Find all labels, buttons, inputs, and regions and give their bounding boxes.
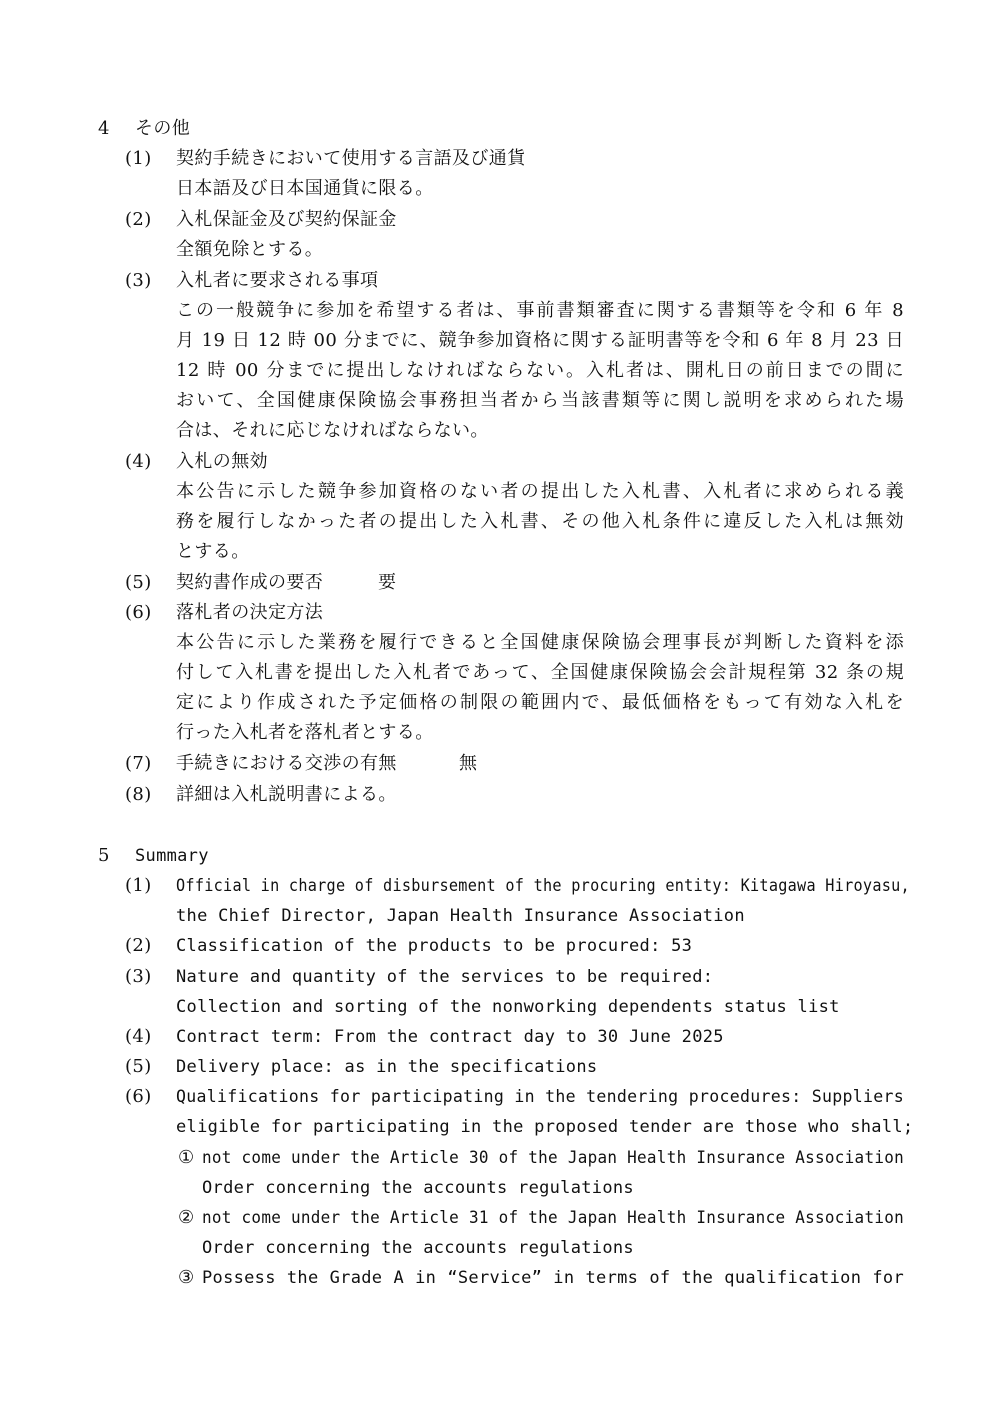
item-number: (2)	[125, 935, 152, 956]
section-5-number: 5	[98, 845, 110, 866]
item-number: (7)	[125, 753, 152, 774]
item-body-line: 月 19 日 12 時 00 分までに、競争参加資格に関する証明書等を令和 6 年 8 月 23 日	[176, 330, 904, 351]
item-title: 入札保証金及び契約保証金	[176, 209, 397, 230]
item-body-line: 行った入札者を落札者とする。	[176, 722, 434, 743]
item-title: 契約手続きにおいて使用する言語及び通貨	[176, 148, 526, 169]
item-title: 落札者の決定方法	[176, 602, 324, 623]
section-5-heading: Summary	[135, 846, 209, 866]
section-4-heading: その他	[135, 118, 191, 139]
item-title: 詳細は入札説明書による。	[176, 784, 397, 805]
item-number: (4)	[125, 451, 152, 472]
item-body-line: おいて、全国健康保険協会事務担当者から当該書類等に関し説明を求められた場	[176, 390, 904, 411]
item-body-line: 務を履行しなかった者の提出した入札書、その他入札条件に違反した入札は無効	[176, 511, 904, 532]
item-body-line: とする。	[176, 541, 250, 562]
item-body-line: 全額免除とする。	[176, 239, 324, 260]
item-number: (5)	[125, 1056, 152, 1077]
item-text-line: Contract term: From the contract day to 30 June 2025	[176, 1027, 724, 1047]
item-number: (8)	[125, 784, 152, 805]
item-body-line: この一般競争に参加を希望する者は、事前書類審査に関する書類等を令和 6 年 8	[176, 300, 904, 321]
item-number: (6)	[125, 1086, 152, 1107]
item-text-line: the Chief Director, Japan Health Insurance Association	[176, 906, 745, 926]
item-body-line: 本公告に示した業務を履行できると全国健康保険協会理事長が判断した資料を添	[176, 632, 904, 653]
item-text-line: Delivery place: as in the specifications	[176, 1057, 598, 1077]
subitem-marker: ①	[178, 1147, 195, 1168]
subitem-text-line: Order concerning the accounts regulations	[202, 1178, 634, 1198]
item-number: (3)	[125, 270, 152, 291]
item-body-line: 日本語及び日本国通貨に限る。	[176, 178, 434, 199]
item-text-line: eligible for participating in the proposed tender are those who shall;	[176, 1117, 914, 1137]
item-text-line: Nature and quantity of the services to be required:	[176, 967, 714, 987]
item-body-line: 付して入札書を提出した入札者であって、全国健康保険協会会計規程第 32 条の規	[176, 662, 904, 683]
section-4-number: 4	[98, 118, 110, 139]
subitem-text-line: Possess the Grade A in “Service” in terms of the qualification for	[202, 1268, 904, 1288]
subitem-text-line: Order concerning the accounts regulations	[202, 1238, 634, 1258]
item-number: (1)	[125, 875, 152, 896]
item-value: 無	[459, 753, 478, 774]
item-text-line: Official in charge of disbursement of the procuring entity: Kitagawa Hiroyasu,	[176, 876, 910, 896]
item-value: 要	[378, 572, 397, 593]
subitem-marker: ②	[178, 1207, 195, 1228]
subitem-marker: ③	[178, 1267, 195, 1288]
item-number: (5)	[125, 572, 152, 593]
item-text-line: Qualifications for participating in the tendering procedures: Suppliers	[176, 1087, 905, 1107]
item-title: 契約書作成の要否	[176, 572, 324, 593]
item-body-line: 本公告に示した競争参加資格のない者の提出した入札書、入札者に求められる義	[176, 481, 904, 502]
item-body-line: 12 時 00 分までに提出しなければならない。入札者は、開札日の前日までの間に	[176, 360, 904, 381]
item-title: 入札者に要求される事項	[176, 270, 379, 291]
subitem-text-line: not come under the Article 30 of the Japan Health Insurance Association	[202, 1148, 904, 1168]
item-number: (4)	[125, 1026, 152, 1047]
item-body-line: 定により作成された予定価格の制限の範囲内で、最低価格をもって有効な入札を	[176, 692, 904, 713]
item-number: (2)	[125, 209, 152, 230]
item-text-line: Classification of the products to be procured: 53	[176, 936, 693, 956]
item-text-line: Collection and sorting of the nonworking dependents status list	[176, 997, 840, 1017]
item-body-line: 合は、それに応じなければならない。	[176, 420, 489, 441]
subitem-text-line: not come under the Article 31 of the Japan Health Insurance Association	[202, 1208, 904, 1228]
item-number: (6)	[125, 602, 152, 623]
item-number: (3)	[125, 966, 152, 987]
item-title: 手続きにおける交渉の有無	[176, 753, 397, 774]
item-title: 入札の無効	[176, 451, 268, 472]
item-number: (1)	[125, 148, 152, 169]
